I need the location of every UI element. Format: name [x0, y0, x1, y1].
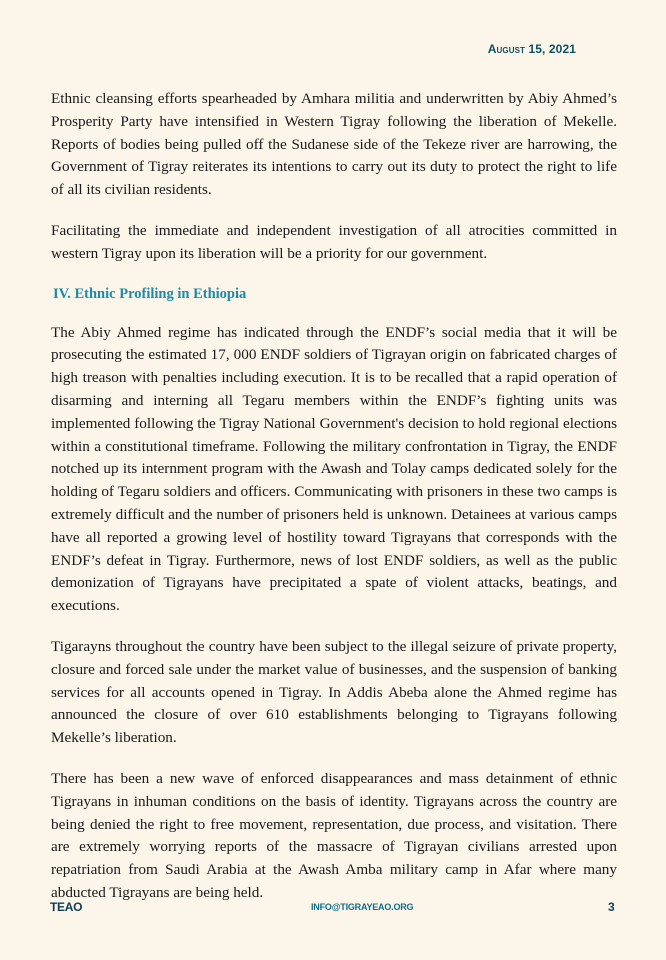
- footer-organization: TEAO: [50, 900, 83, 914]
- page-footer: [0, 900, 666, 920]
- page-number: 3: [608, 900, 615, 914]
- date-day-year: 15, 2021: [525, 42, 576, 56]
- paragraph-investigation: Facilitating the immediate and independent investigation of all atrocities committed in western Tigray upon its liberation will be a priority for our government.: [51, 221, 617, 262]
- document-body: [51, 88, 617, 923]
- date-month: August: [487, 42, 526, 56]
- document-date: [488, 42, 576, 56]
- paragraph-disappearances: There has been a new wave of enforced disappearances and mass detainment of ethnic Tigrayans in inhuman conditions on the basis of identity. Tigrayans across the country are being denied the right to free movement, representation, due process, and visitation. There are extremely worrying reports of the massacre of Tigrayan civilians arrested upon repatriation from Saudi Arabia at the Awash Amba military camp in Afar where many abducted Tigrayans are being held.: [51, 769, 617, 901]
- paragraph-ethnic-cleansing: Ethnic cleansing efforts spearheaded by Amhara militia and underwritten by Abiy Ahmed’s Prosperity Party have intensified in Western Tigray following the liberation of Mekelle. Reports of bodies being pulled off the Sudanese side of the Tekeze river are harrowing, the Government of Tigray reiterates its intentions to carry out its duty to protect the right to life of all its civilian residents.: [51, 90, 617, 199]
- paragraph-property-seizure: Tigarayns throughout the country have been subject to the illegal seizure of private property, closure and forced sale under the market value of businesses, and the suspension of banking services for all accounts opened in Tigray. In Addis Abeba alone the Ahmed regime has announced the closure of over 610 establishments belonging to Tigrayans following Mekelle’s liberation.: [51, 637, 617, 747]
- section-heading: IV. Ethnic Profiling in Ethiopia: [53, 285, 247, 302]
- paragraph-endf-prosecution: The Abiy Ahmed regime has indicated through the ENDF’s social media that it will be prosecuting the estimated 17, 000 ENDF soldiers of Tigrayan origin on fabricated charges of high treason with penalties including execution. It is to be recalled that a rapid operation of disarming and interning all Tegaru members within the ENDF’s fighting units was implemented following the Tigray National Government's decision to hold regional elections within a constitutional timeframe. Following the military confrontation in Tigray, the ENDF notched up its internment program with the Awash and Tolay camps dedicated solely for the holding of Tegaru soldiers and officers. Communicating with prisoners in these two camps is extremely difficult and the number of prisoners held is unknown. Detainees at various camps have all reported a growing level of hostility toward Tigrayans that corresponds with the ENDF’s defeat in Tigray. Furthermore, news of lost ENDF soldiers, as well as the public demonization of Tigrayans have precipitated a spate of violent attacks, beatings, and executions.: [51, 323, 617, 615]
- footer-email-link[interactable]: INFO@TIGRAYEAO.ORG: [311, 902, 414, 912]
